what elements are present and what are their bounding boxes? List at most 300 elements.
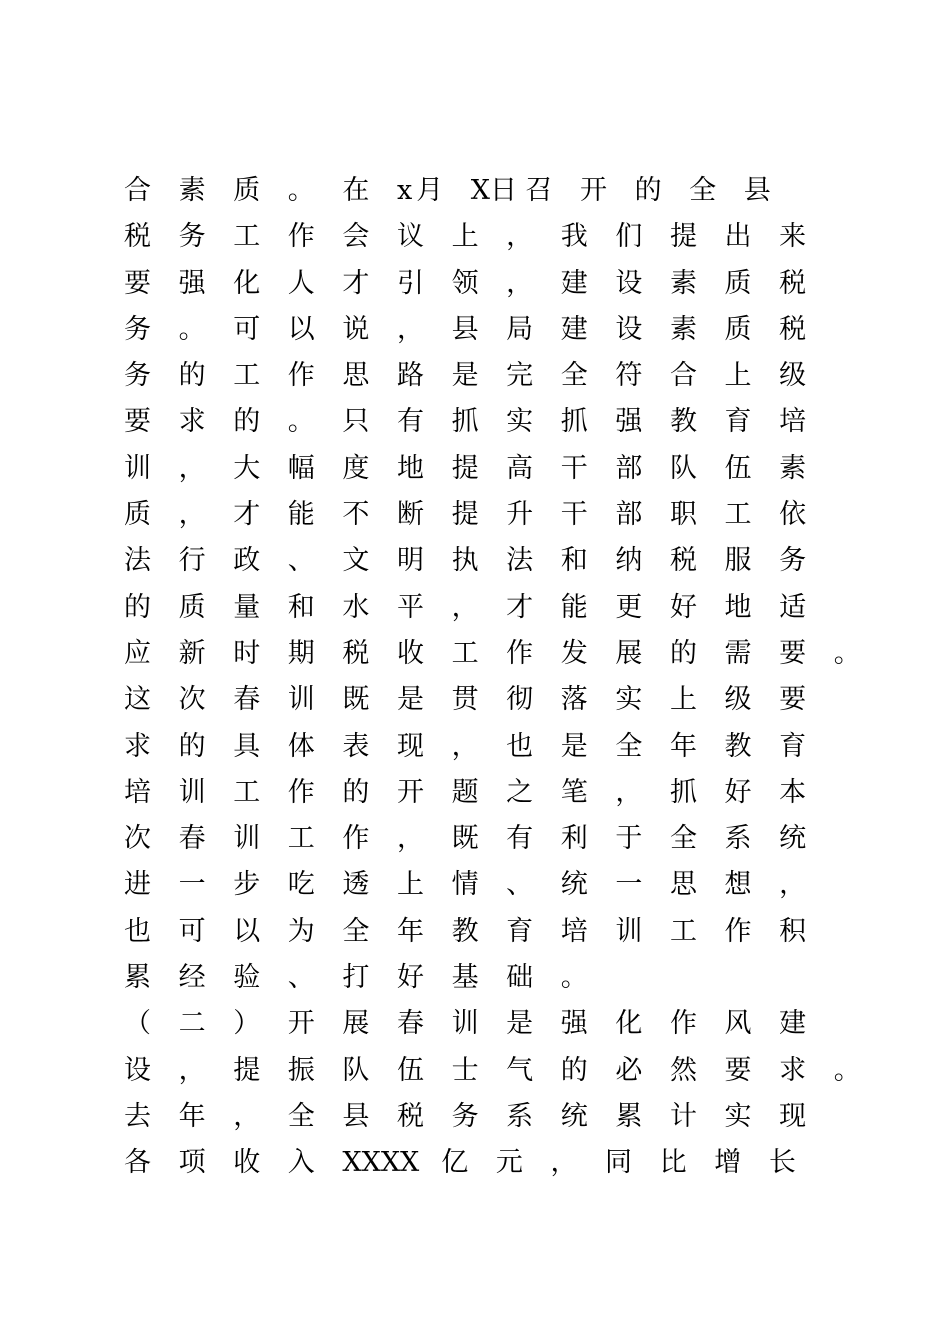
text-char: 培 xyxy=(124,776,151,808)
text-char: 次 xyxy=(178,684,206,716)
text-char: 彻 xyxy=(506,684,534,716)
text-char: 积 xyxy=(779,915,807,947)
text-char: 一 xyxy=(178,869,206,901)
text-char: 培 xyxy=(560,915,588,947)
text-char: 要 xyxy=(779,637,807,669)
text-char: 年 xyxy=(178,1100,206,1132)
text-char: 抓 xyxy=(669,776,697,808)
text-char: 。 xyxy=(560,962,588,994)
text-char: 素 xyxy=(669,267,697,299)
text-char: 现 xyxy=(779,1100,807,1132)
text-char: 气 xyxy=(506,1054,534,1086)
text-char: 法 xyxy=(506,545,534,577)
text-char: 训 xyxy=(451,1008,479,1040)
text-char: 能 xyxy=(560,591,588,623)
text-char: ， xyxy=(396,313,424,345)
text-char: 训 xyxy=(178,776,206,808)
text-char: 比 xyxy=(659,1147,687,1179)
text-char: 上 xyxy=(724,360,752,392)
text-char: XXXX xyxy=(342,1147,420,1179)
text-char: ， xyxy=(396,823,424,855)
text-char: 年 xyxy=(396,915,424,947)
text-char: 队 xyxy=(342,1054,370,1086)
text-char: 税 xyxy=(396,1100,424,1132)
text-char: 入 xyxy=(287,1147,315,1179)
text-char: 税 xyxy=(779,267,807,299)
text-char: x xyxy=(396,175,413,206)
text-line xyxy=(124,353,844,399)
text-char: 元 xyxy=(495,1147,523,1179)
text-char: 可 xyxy=(233,313,261,345)
text-char: 税 xyxy=(342,637,370,669)
text-char: 次 xyxy=(124,823,151,855)
text-char: 思 xyxy=(342,360,370,392)
text-char: 质 xyxy=(124,499,151,531)
text-char: 吃 xyxy=(287,869,315,901)
text-char: 贯 xyxy=(451,684,479,716)
text-char: 平 xyxy=(396,591,424,623)
text-char: 政 xyxy=(233,545,261,577)
text-char: 提 xyxy=(451,499,479,531)
text-char: 税 xyxy=(669,545,697,577)
text-char: 和 xyxy=(560,545,588,577)
text-char: 开 xyxy=(579,175,607,206)
text-char: 二 xyxy=(178,1008,206,1040)
text-char: 建 xyxy=(560,313,588,345)
text-char: 同 xyxy=(605,1147,633,1179)
text-char: 本 xyxy=(779,776,807,808)
text-char: 幅 xyxy=(287,452,315,484)
text-line xyxy=(124,677,844,723)
text-char: 全 xyxy=(560,360,588,392)
text-char: 培 xyxy=(779,406,807,438)
text-char: 要 xyxy=(124,267,151,299)
text-line xyxy=(124,1094,844,1140)
text-char: 经 xyxy=(178,962,206,994)
text-char: 收 xyxy=(396,637,424,669)
text-char: 这 xyxy=(124,684,151,716)
text-char: 具 xyxy=(233,730,261,762)
text-char: 提 xyxy=(233,1054,261,1086)
text-line xyxy=(124,168,844,214)
text-char: 度 xyxy=(342,452,370,484)
text-char: 育 xyxy=(506,915,534,947)
text-char: 表 xyxy=(342,730,370,762)
text-char: ， xyxy=(233,1100,261,1132)
text-char: 收 xyxy=(233,1147,261,1179)
text-char: 进 xyxy=(124,869,151,901)
text-char: 。 xyxy=(178,313,206,345)
text-char: 题 xyxy=(451,776,479,808)
text-char: 以 xyxy=(233,915,261,947)
text-char: 好 xyxy=(669,591,697,623)
text-line xyxy=(124,399,844,445)
text-char: 全 xyxy=(287,1100,315,1132)
text-line xyxy=(124,1001,844,1047)
text-char: 透 xyxy=(342,869,370,901)
text-char: （ xyxy=(124,1008,151,1040)
text-char: 求 xyxy=(178,406,206,438)
document-body xyxy=(124,168,861,1187)
text-line xyxy=(124,1048,861,1094)
text-char: 大 xyxy=(233,452,261,484)
text-char: 建 xyxy=(779,1008,807,1040)
text-char: 的 xyxy=(560,1054,588,1086)
text-char: 县 xyxy=(743,175,771,206)
text-char: 作 xyxy=(287,360,315,392)
text-char: 必 xyxy=(615,1054,643,1086)
text-char: 为 xyxy=(287,915,315,947)
text-char: 们 xyxy=(615,221,643,253)
text-char: 既 xyxy=(451,823,479,855)
text-char: 上 xyxy=(451,221,479,253)
text-char: 期 xyxy=(287,637,315,669)
text-line xyxy=(124,770,844,816)
text-char: 作 xyxy=(506,637,534,669)
text-char: 设 xyxy=(615,267,643,299)
text-char: 的 xyxy=(178,730,206,762)
text-char: 现 xyxy=(396,730,424,762)
text-char: 实 xyxy=(506,406,534,438)
text-line xyxy=(124,816,844,862)
text-char: 部 xyxy=(615,499,643,531)
text-char: 展 xyxy=(342,1008,370,1040)
text-char: 的 xyxy=(233,406,261,438)
text-char: 也 xyxy=(124,915,151,947)
text-char: ， xyxy=(178,452,206,484)
text-char: 要 xyxy=(724,1054,752,1086)
text-char: 亿 xyxy=(441,1147,469,1179)
text-char: 于 xyxy=(615,823,643,855)
text-char: 求 xyxy=(779,1054,807,1086)
text-char: 要 xyxy=(779,684,807,716)
text-char: 。 xyxy=(287,406,315,438)
text-char: 教 xyxy=(669,406,697,438)
text-char: 步 xyxy=(233,869,261,901)
text-char: 人 xyxy=(287,267,315,299)
text-char: 打 xyxy=(342,962,370,994)
text-char: 是 xyxy=(396,684,424,716)
text-char: 质 xyxy=(178,591,206,623)
text-char: 求 xyxy=(124,730,151,762)
text-char: 思 xyxy=(669,869,697,901)
text-char: 伍 xyxy=(724,452,752,484)
text-char: 是 xyxy=(451,360,479,392)
text-char: 情 xyxy=(451,869,479,901)
text-char: 好 xyxy=(724,776,752,808)
text-char: 务 xyxy=(124,360,151,392)
text-char: 可 xyxy=(178,915,206,947)
text-char: 作 xyxy=(669,1008,697,1040)
text-char: 职 xyxy=(669,499,697,531)
text-char: 上 xyxy=(396,869,424,901)
text-char: 是 xyxy=(506,1008,534,1040)
text-line xyxy=(124,307,844,353)
text-char: 路 xyxy=(396,360,424,392)
text-char: 需 xyxy=(724,637,752,669)
text-char: 新 xyxy=(178,637,206,669)
text-char: 作 xyxy=(724,915,752,947)
text-char: 干 xyxy=(560,499,588,531)
text-char: 计 xyxy=(669,1100,697,1132)
text-char: 务 xyxy=(451,1100,479,1132)
text-char: ， xyxy=(550,1147,578,1179)
text-char: 振 xyxy=(287,1054,315,1086)
text-char: 的 xyxy=(634,175,662,206)
text-char: 强 xyxy=(178,267,206,299)
text-char: 统 xyxy=(560,1100,588,1132)
text-char: 质 xyxy=(724,267,752,299)
text-char: 育 xyxy=(779,730,807,762)
text-char: 高 xyxy=(506,452,534,484)
text-char: 春 xyxy=(396,1008,424,1040)
text-char: 素 xyxy=(178,175,206,206)
text-char: 增 xyxy=(714,1147,742,1179)
text-char: 才 xyxy=(233,499,261,531)
text-char: 上 xyxy=(669,684,697,716)
text-char: 士 xyxy=(451,1054,479,1086)
text-char: 开 xyxy=(396,776,424,808)
text-char: 累 xyxy=(124,962,151,994)
text-char: ， xyxy=(451,591,479,623)
text-char: ） xyxy=(233,1008,261,1040)
text-char: 合 xyxy=(669,360,697,392)
text-char: 有 xyxy=(506,823,534,855)
text-char: 水 xyxy=(342,591,370,623)
text-char: 笔 xyxy=(560,776,588,808)
text-char: 更 xyxy=(615,591,643,623)
text-char: 务 xyxy=(124,313,151,345)
text-char: 发 xyxy=(560,637,588,669)
text-char: 部 xyxy=(615,452,643,484)
text-char: 依 xyxy=(779,499,807,531)
text-char: 。 xyxy=(287,175,315,206)
text-char: 干 xyxy=(560,452,588,484)
text-char: 局 xyxy=(506,313,534,345)
text-char: 明 xyxy=(396,545,424,577)
text-char: 育 xyxy=(724,406,752,438)
text-char: 好 xyxy=(396,962,424,994)
text-char: 项 xyxy=(178,1147,206,1179)
text-char: 行 xyxy=(178,545,206,577)
text-char: 春 xyxy=(233,684,261,716)
text-char: 工 xyxy=(724,499,752,531)
text-char: 之 xyxy=(506,776,534,808)
text-char: 适 xyxy=(779,591,807,623)
text-char: 工 xyxy=(233,221,261,253)
text-char: 只 xyxy=(342,406,370,438)
text-line xyxy=(124,862,844,908)
text-line xyxy=(124,1140,844,1186)
text-line xyxy=(124,492,844,538)
text-char: 一 xyxy=(615,869,643,901)
text-char: 统 xyxy=(779,823,807,855)
text-char: 工 xyxy=(451,637,479,669)
text-char: 是 xyxy=(560,730,588,762)
text-char: 系 xyxy=(724,823,752,855)
text-char: 质 xyxy=(724,313,752,345)
text-char: 的 xyxy=(178,360,206,392)
text-line xyxy=(124,585,844,631)
text-char: 展 xyxy=(615,637,643,669)
text-char: 税 xyxy=(779,313,807,345)
text-char: 工 xyxy=(233,776,261,808)
text-char: 长 xyxy=(768,1147,796,1179)
text-char: 想 xyxy=(724,869,752,901)
text-char: 。 xyxy=(833,1054,861,1086)
text-char: 务 xyxy=(779,545,807,577)
text-char: 春 xyxy=(178,823,206,855)
text-char: 执 xyxy=(451,545,479,577)
text-char: ， xyxy=(779,869,807,901)
text-char: 有 xyxy=(396,406,424,438)
text-char: 我 xyxy=(560,221,588,253)
text-char: 强 xyxy=(560,1008,588,1040)
text-char: 抓 xyxy=(560,406,588,438)
text-char: 工 xyxy=(669,915,697,947)
text-char: 系 xyxy=(506,1100,534,1132)
text-char: 工 xyxy=(287,823,315,855)
text-char: 素 xyxy=(669,313,697,345)
text-char: ， xyxy=(506,221,534,253)
text-char: ， xyxy=(451,730,479,762)
text-line xyxy=(124,909,844,955)
text-char: 的 xyxy=(342,776,370,808)
text-char: 级 xyxy=(779,360,807,392)
text-char: 出 xyxy=(724,221,752,253)
text-char: 累 xyxy=(615,1100,643,1132)
text-char: 实 xyxy=(724,1100,752,1132)
text-char: 建 xyxy=(560,267,588,299)
text-char: 的 xyxy=(669,637,697,669)
text-char: 开 xyxy=(287,1008,315,1040)
text-char: 月 xyxy=(416,175,444,206)
text-char: 去 xyxy=(124,1100,151,1132)
text-char: 训 xyxy=(233,823,261,855)
text-char: 训 xyxy=(615,915,643,947)
text-line xyxy=(124,724,844,770)
text-char: 、 xyxy=(506,869,534,901)
text-char: 强 xyxy=(615,406,643,438)
text-char: 说 xyxy=(342,313,370,345)
text-char: 各 xyxy=(124,1147,151,1179)
text-char: 训 xyxy=(124,452,151,484)
text-char: 、 xyxy=(287,962,315,994)
text-char: 实 xyxy=(615,684,643,716)
text-char: 不 xyxy=(342,499,370,531)
text-char: X日 xyxy=(470,175,518,206)
text-char: 体 xyxy=(287,730,315,762)
text-char: ， xyxy=(506,267,534,299)
text-char: 符 xyxy=(615,360,643,392)
text-char: 工 xyxy=(233,360,261,392)
text-char: ， xyxy=(615,776,643,808)
text-line xyxy=(124,446,844,492)
text-char: 抓 xyxy=(451,406,479,438)
text-char: 利 xyxy=(560,823,588,855)
text-char: 全 xyxy=(669,823,697,855)
text-char: 完 xyxy=(506,360,534,392)
text-char: 然 xyxy=(669,1054,697,1086)
text-line xyxy=(124,214,844,260)
text-line xyxy=(124,955,844,1001)
text-char: 县 xyxy=(451,313,479,345)
text-char: 以 xyxy=(287,313,315,345)
text-char: 质 xyxy=(233,175,261,206)
text-char: 基 xyxy=(451,962,479,994)
text-char: 引 xyxy=(396,267,424,299)
text-char: 年 xyxy=(669,730,697,762)
text-char: 和 xyxy=(287,591,315,623)
text-char: 要 xyxy=(124,406,151,438)
text-line xyxy=(124,261,844,307)
text-char: 升 xyxy=(506,499,534,531)
text-char: 作 xyxy=(342,823,370,855)
text-char: 统 xyxy=(560,869,588,901)
text-line xyxy=(124,631,861,677)
text-char: 时 xyxy=(233,637,261,669)
text-char: 的 xyxy=(124,591,151,623)
text-char: 验 xyxy=(233,962,261,994)
text-char: 县 xyxy=(342,1100,370,1132)
text-char: 伍 xyxy=(396,1054,424,1086)
text-char: 落 xyxy=(560,684,588,716)
text-char: 风 xyxy=(724,1008,752,1040)
text-char: 础 xyxy=(506,962,534,994)
text-char: 地 xyxy=(396,452,424,484)
text-char: 服 xyxy=(724,545,752,577)
text-char: 。 xyxy=(833,637,861,669)
text-char: 会 xyxy=(342,221,370,253)
text-char: 提 xyxy=(451,452,479,484)
text-char: 文 xyxy=(342,545,370,577)
text-char: 断 xyxy=(396,499,424,531)
text-char: ， xyxy=(178,499,206,531)
text-char: 应 xyxy=(124,637,151,669)
text-line xyxy=(124,538,844,584)
text-char: 训 xyxy=(287,684,315,716)
text-char: 既 xyxy=(342,684,370,716)
text-char: 才 xyxy=(506,591,534,623)
text-char: 作 xyxy=(287,221,315,253)
text-char: 、 xyxy=(287,545,315,577)
text-char: 教 xyxy=(724,730,752,762)
text-char: 来 xyxy=(779,221,807,253)
text-char: 教 xyxy=(451,915,479,947)
text-char: 法 xyxy=(124,545,151,577)
text-char: 量 xyxy=(233,591,261,623)
text-char: 设 xyxy=(615,313,643,345)
text-char: 合 xyxy=(124,175,151,206)
text-char: 队 xyxy=(669,452,697,484)
text-char: 召 xyxy=(525,175,553,206)
text-char: 作 xyxy=(287,776,315,808)
text-char: 全 xyxy=(615,730,643,762)
text-char: 税 xyxy=(124,221,151,253)
text-char: 化 xyxy=(615,1008,643,1040)
text-char: 素 xyxy=(779,452,807,484)
text-char: 务 xyxy=(178,221,206,253)
text-char: 提 xyxy=(669,221,697,253)
text-char: 才 xyxy=(342,267,370,299)
text-char: 化 xyxy=(233,267,261,299)
text-char: 全 xyxy=(342,915,370,947)
text-char: 级 xyxy=(724,684,752,716)
text-char: 地 xyxy=(724,591,752,623)
text-char: 纳 xyxy=(615,545,643,577)
text-char: ， xyxy=(178,1054,206,1086)
text-char: 全 xyxy=(689,175,717,206)
